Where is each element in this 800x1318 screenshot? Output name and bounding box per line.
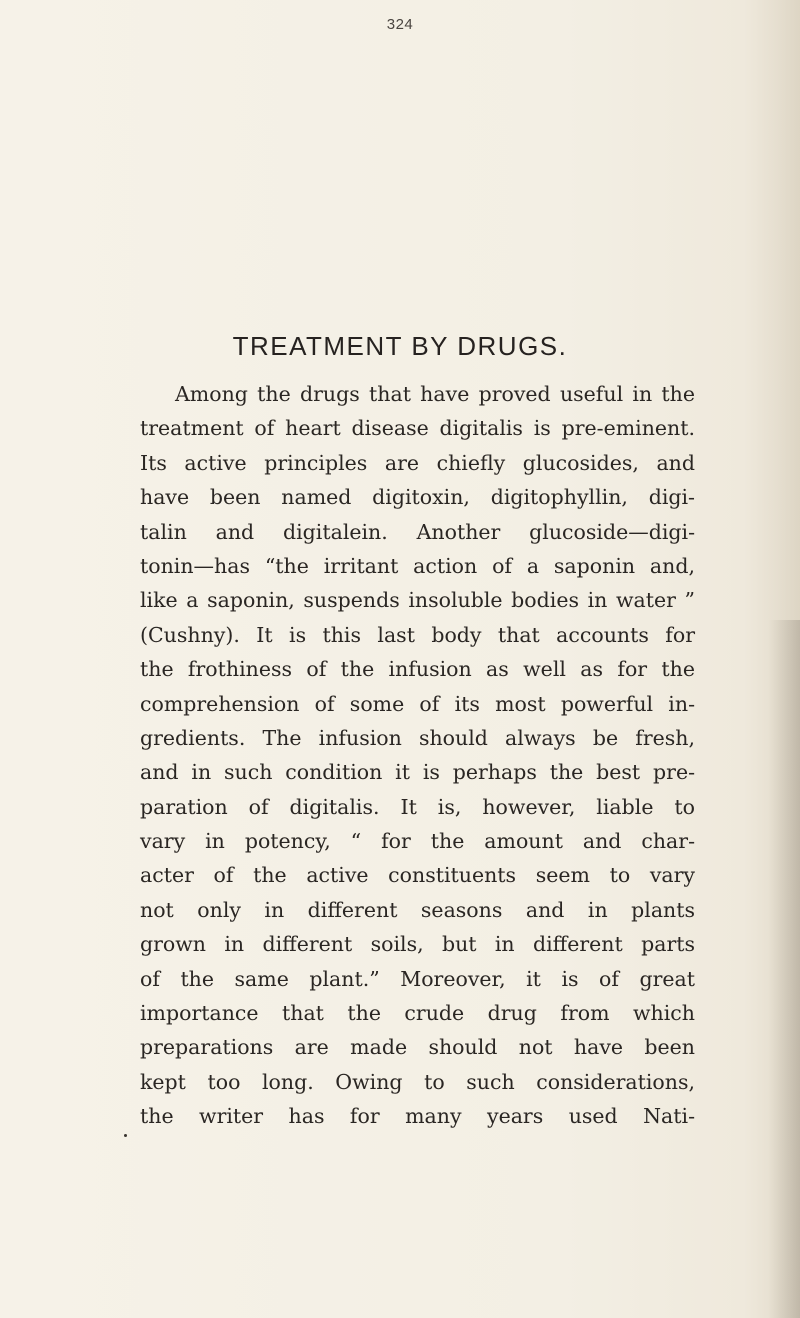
text-line: kept too long. Owing to such considerations, — [140, 1069, 695, 1094]
text-line: of the same plant.” Moreover, it is of great — [140, 966, 695, 991]
body-paragraph — [140, 377, 695, 1134]
page-edge-shadow — [768, 620, 800, 1318]
text-line: preparations are made should not have been — [140, 1035, 695, 1060]
text-line: (Cushny). It is this last body that accounts for — [140, 622, 695, 647]
text-line: treatment of heart disease digitalis is pre-eminent. — [140, 416, 695, 441]
text-line: comprehension of some of its most powerful in- — [140, 691, 695, 716]
text-line: importance that the crude drug from which — [140, 1001, 695, 1026]
text-line: have been named digitoxin, digitophyllin, digi- — [140, 485, 695, 510]
page-number: 324 — [386, 16, 414, 33]
text-line: vary in potency, “ for the amount and char- — [140, 829, 695, 854]
text-line: the frothiness of the infusion as well as for the — [140, 657, 695, 682]
section-title: TREATMENT BY DRUGS. — [232, 331, 568, 361]
text-line: talin and digitalein. Another glucoside—digi- — [140, 519, 695, 544]
margin-speck — [124, 1134, 127, 1137]
text-line: tonin—has “the irritant action of a saponin and, — [140, 553, 695, 578]
text-line: not only in different seasons and in plants — [140, 897, 695, 922]
text-line: grown in different soils, but in different parts — [140, 932, 695, 957]
text-line: like a saponin, suspends insoluble bodies in water ” — [140, 588, 695, 613]
text-line: the writer has for many years used Nati- — [140, 1104, 695, 1129]
text-line: acter of the active constituents seem to vary — [140, 863, 695, 888]
text-line: paration of digitalis. It is, however, liable to — [140, 794, 695, 819]
text-line: gredients. The infusion should always be fresh, — [140, 725, 695, 750]
text-line: Among the drugs that have proved useful in the — [175, 382, 695, 406]
text-line: and in such condition it is perhaps the best pre- — [140, 760, 695, 785]
text-line: Its active principles are chiefly glucosides, and — [140, 450, 695, 475]
